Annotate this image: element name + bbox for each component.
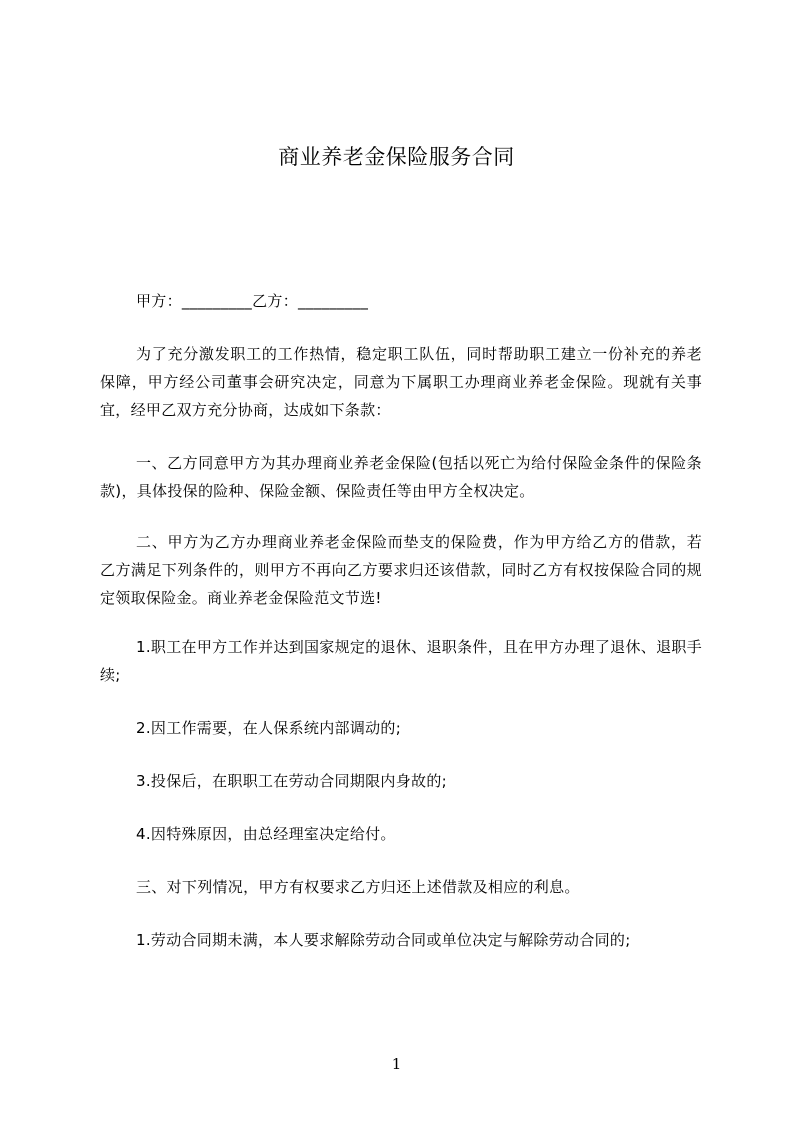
clause-one-text: 一、乙方同意甲方为其办理商业养老金保险(包括以死亡为给付保险金条件的保险条款)，具体投保的险种、保险金额、保险责任等由甲方全权决定。 bbox=[100, 454, 702, 500]
list-item-text: 2.因工作需要，在人保系统内部调动的; bbox=[136, 719, 402, 737]
list-item-contract-termination bbox=[100, 926, 702, 954]
intro-paragraph bbox=[100, 340, 702, 424]
document-title: 商业养老金保险服务合同 bbox=[278, 145, 515, 169]
parties-text: 甲方：_________乙方：_________ bbox=[136, 292, 369, 310]
clause-three bbox=[100, 873, 702, 901]
clause-two bbox=[100, 528, 702, 612]
list-item-text: 4.因特殊原因，由总经理室决定给付。 bbox=[136, 825, 396, 843]
page-number: 1 bbox=[391, 1055, 402, 1073]
clause-one bbox=[100, 449, 702, 505]
list-item-text: 1.职工在甲方工作并达到国家规定的退休、退职条件，且在甲方办理了退休、退职手续; bbox=[100, 638, 702, 684]
list-item-transfer bbox=[100, 714, 702, 742]
list-item-text: 3.投保后，在职职工在劳动合同期限内身故的; bbox=[136, 772, 447, 790]
intro-text: 为了充分激发职工的工作热情，稳定职工队伍，同时帮助职工建立一份补充的养老保障，甲方经公司董事会研究决定，同意为下属职工办理商业养老金保险。现就有关事宜，经甲乙双方充分协商，达成如下条款： bbox=[100, 345, 702, 419]
list-item-retirement bbox=[100, 633, 702, 689]
clause-two-text: 二、甲方为乙方办理商业养老金保险而垫支的保险费，作为甲方给乙方的借款，若乙方满足下列条件的，则甲方不再向乙方要求归还该借款，同时乙方有权按保险合同的规定领取保险金。商业养老金保险范文节选! bbox=[100, 533, 702, 607]
list-item-text: 1.劳动合同期未满，本人要求解除劳动合同或单位决定与解除劳动合同的; bbox=[136, 931, 631, 949]
parties-line bbox=[100, 287, 702, 315]
list-item-death bbox=[100, 767, 702, 795]
list-item-special bbox=[100, 820, 702, 848]
clause-three-text: 三、对下列情况，甲方有权要求乙方归还上述借款及相应的利息。 bbox=[136, 878, 580, 896]
